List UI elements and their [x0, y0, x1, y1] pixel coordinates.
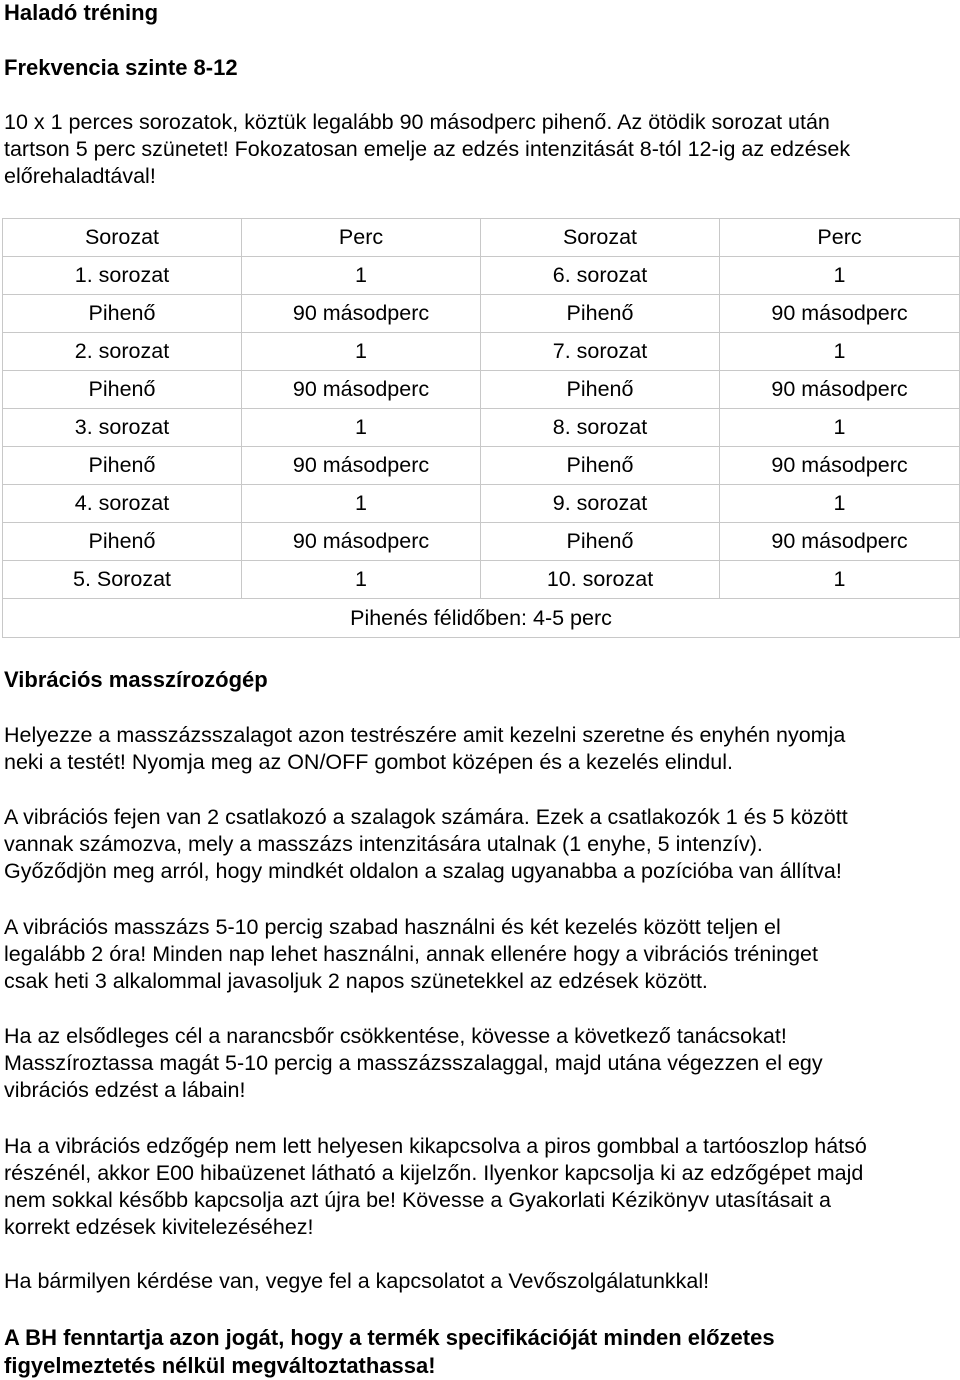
table-cell: Pihenő [481, 295, 720, 333]
paragraph-line: Helyezze a masszázsszalagot azon testrészére amit kezelni szeretne és enyhén nyomja [4, 723, 846, 747]
paragraph [4, 1023, 823, 1104]
table-cell: 1 [720, 409, 960, 447]
table-cell: Pihenő [3, 523, 242, 561]
paragraph-line: A vibrációs masszázs 5-10 percig szabad használni és két kezelés között teljen el [4, 915, 781, 939]
table-cell: 4. sorozat [3, 485, 242, 523]
paragraph-line: A vibrációs fejen van 2 csatlakozó a szalagok számára. Ezek a csatlakozók 1 és 5 között [4, 805, 848, 829]
table-cell: 90 másodperc [242, 447, 481, 485]
table-cell: 1 [720, 561, 960, 599]
break-note-cell: Pihenés félidőben: 4-5 perc [3, 599, 960, 638]
paragraph-line: csak heti 3 alkalommal javasoljuk 2 napos szünetekkel az edzések között. [4, 969, 708, 993]
table-row [3, 523, 960, 561]
table-cell: Pihenő [3, 295, 242, 333]
table-cell: 1. sorozat [3, 257, 242, 295]
table-cell: 90 másodperc [242, 295, 481, 333]
table-cell: 2. sorozat [3, 333, 242, 371]
paragraph [4, 914, 818, 995]
paragraph-line: neki a testét! Nyomja meg az ON/OFF gombot középen és a kezelés elindul. [4, 750, 733, 774]
legal-notice [4, 1324, 775, 1380]
table-row [3, 447, 960, 485]
paragraph [4, 804, 848, 885]
table-header-row [3, 219, 960, 257]
table-cell: 90 másodperc [720, 371, 960, 409]
page-title: Haladó tréning [4, 0, 159, 25]
table-cell: Pihenő [481, 447, 720, 485]
frequency-heading: Frekvencia szinte 8-12 [4, 55, 238, 80]
table-row [3, 333, 960, 371]
intro-line: tartson 5 perc szünetet! Fokozatosan emelje az edzés intenzitását 8-tól 12-ig az edzések [4, 137, 851, 161]
table-cell: 5. Sorozat [3, 561, 242, 599]
intro-paragraph [4, 109, 850, 190]
table-cell: 1 [242, 485, 481, 523]
paragraph-line: korrekt edzések kivitelezéséhez! [4, 1215, 314, 1239]
paragraph-line: Győződjön meg arról, hogy mindkét oldalon a szalag ugyanabba a pozícióba van állítva! [4, 859, 842, 883]
paragraph-line: részénél, akkor E00 hibaüzenet látható a kijelzőn. Ilyenkor kapcsolja ki az edzőgépet majd [4, 1161, 864, 1185]
table-cell: 8. sorozat [481, 409, 720, 447]
table-cell: 1 [242, 333, 481, 371]
table-cell: 1 [720, 257, 960, 295]
table-cell: 1 [242, 561, 481, 599]
paragraph-line: Ha az elsődleges cél a narancsbőr csökkentése, kövesse a következő tanácsokat! [4, 1024, 787, 1048]
table-cell: 10. sorozat [481, 561, 720, 599]
intro-line: előrehaladtával! [4, 164, 156, 188]
intro-line: 10 x 1 perces sorozatok, köztük legalább 90 másodperc pihenő. Az ötödik sorozat után [4, 110, 830, 134]
paragraph-line: legalább 2 óra! Minden nap lehet használni, annak ellenére hogy a vibrációs tréninget [4, 942, 818, 966]
table-row [3, 371, 960, 409]
table-cell: Pihenő [3, 447, 242, 485]
training-plan-table [2, 218, 960, 638]
table-cell: 3. sorozat [3, 409, 242, 447]
paragraph [4, 1133, 867, 1241]
paragraph-line: nem sokkal később kapcsolja azt újra be! Kövesse a Gyakorlati Kézikönyv utasításait a [4, 1188, 831, 1212]
table-header-cell: Sorozat [3, 219, 242, 257]
table-row [3, 561, 960, 599]
table-row [3, 257, 960, 295]
table-cell: Pihenő [481, 371, 720, 409]
table-row [3, 485, 960, 523]
table-cell: 9. sorozat [481, 485, 720, 523]
table-header-cell: Perc [242, 219, 481, 257]
table-header-cell: Sorozat [481, 219, 720, 257]
table-cell: Pihenő [481, 523, 720, 561]
table-cell: 1 [242, 409, 481, 447]
table-cell: 1 [720, 333, 960, 371]
table-row [3, 295, 960, 333]
notice-line: A BH fenntartja azon jogát, hogy a termék specifikációját minden előzetes [4, 1325, 775, 1350]
table-cell: 6. sorozat [481, 257, 720, 295]
vibration-heading: Vibrációs masszírozógép [4, 667, 268, 692]
paragraph-line: vannak számozva, mely a masszázs intenzitására utalnak (1 enyhe, 5 intenzív). [4, 832, 763, 856]
table-cell: 90 másodperc [242, 371, 481, 409]
table-cell: 1 [242, 257, 481, 295]
table-cell: 90 másodperc [242, 523, 481, 561]
notice-line: figyelmeztetés nélkül megváltoztathassa! [4, 1353, 436, 1378]
paragraph-line: Ha bármilyen kérdése van, vegye fel a kapcsolatot a Vevőszolgálatunkkal! [4, 1269, 710, 1293]
table-break-row [3, 599, 960, 638]
table-header-cell: Perc [720, 219, 960, 257]
table-row [3, 409, 960, 447]
table-cell: 7. sorozat [481, 333, 720, 371]
table-cell: 90 másodperc [720, 523, 960, 561]
table-cell: 90 másodperc [720, 447, 960, 485]
paragraph-line: vibrációs edzést a lábain! [4, 1078, 246, 1102]
paragraph [4, 722, 845, 776]
table-cell: Pihenő [3, 371, 242, 409]
table-cell: 90 másodperc [720, 295, 960, 333]
paragraph-line: Masszíroztassa magát 5-10 percig a masszázsszalaggal, majd utána végezzen el egy [4, 1051, 823, 1075]
paragraph-line: Ha a vibrációs edzőgép nem lett helyesen kikapcsolva a piros gombbal a tartóoszlop hátsó [4, 1134, 867, 1158]
table-cell: 1 [720, 485, 960, 523]
paragraph [4, 1268, 709, 1295]
